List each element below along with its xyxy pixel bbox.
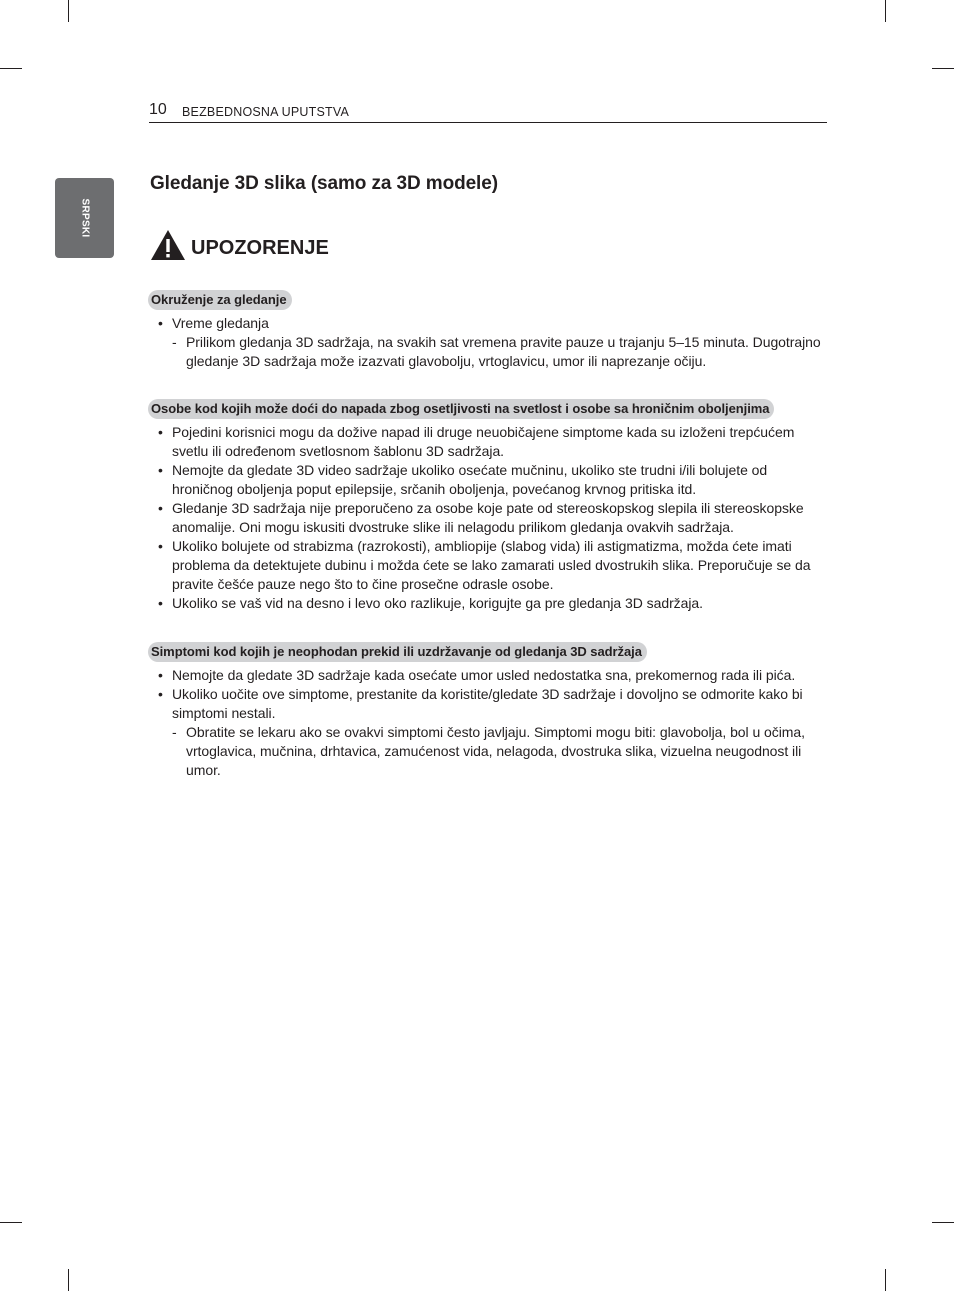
sub-list [172, 723, 827, 780]
list-item-text: Vreme gledanja [172, 315, 269, 331]
bullet-icon: • [158, 500, 163, 516]
sub-list-item-text: Obratite se lekaru ako se ovakvi simptomi često javljaju. Simptomi mogu biti: glavobolja, bol u očima, vrtoglavica, mučnina, drhtavica, zamućenost vida, nelagoda, dvostruka slika, vizuelna neugodnost ili umor. [186, 724, 805, 778]
section-photosensitivity [150, 399, 827, 613]
list-item-text: Ukoliko se vaš vid na desno i levo oko razlikuje, korigujte ga pre gledanja 3D sadržaja. [172, 595, 704, 611]
subsection-heading: Osobe kod kojih može doći do napada zbog osetljivosti na svetlost i osobe sa hroničnim oboljenjima [148, 399, 774, 419]
warning-label: UPOZORENJE [191, 236, 329, 259]
list-item [150, 423, 827, 461]
list-item [150, 594, 827, 613]
subsection-heading: Okruženje za gledanje [148, 290, 292, 310]
sub-list [172, 333, 827, 371]
section-stop-symptoms [150, 642, 827, 780]
crop-mark [932, 1222, 954, 1223]
crop-mark [885, 0, 886, 22]
page-header [149, 100, 827, 123]
list-item-text: Ukoliko uočite ove simptome, prestanite da koristite/gledate 3D sadržaje i dovoljno se odmorite kako bi simptomi nestali. [172, 686, 803, 721]
crop-mark [68, 1269, 69, 1291]
bullet-icon: • [158, 462, 163, 478]
list-item-text: Nemojte da gledate 3D sadržaje kada osećate umor usled nedostatka sna, prekomernog rada ili pića. [172, 667, 796, 683]
page-content [150, 173, 827, 780]
bullet-icon: • [158, 424, 163, 440]
sub-list-item [172, 723, 827, 780]
dash-icon: - [172, 334, 177, 350]
bullet-icon: • [158, 538, 163, 554]
list-item-text: Pojedini korisnici mogu da dožive napad ili druge neuobičajene simptome kada su izloženi trepćućem svetlu ili određenom svetlosnom šablonu 3D sadržaja. [172, 424, 795, 459]
bullet-icon: • [158, 667, 163, 683]
running-title: BEZBEDNOSNA UPUTSTVA [182, 105, 349, 119]
warning-triangle-icon [150, 229, 186, 261]
list-item [150, 499, 827, 537]
list-item-text: Ukoliko bolujete od strabizma (razrokosti), ambliopije (slabog vida) ili astigmatizma, možda ćete imati problema da detektujete dubinu i možda ćete se lako zamarati usled dvostrukih slika. Preporučuje se da pravite češće pauze nego što to čine prosečne odrasle osobe. [172, 538, 811, 592]
list-item-text: Nemojte da gledate 3D video sadržaje ukoliko osećate mučninu, ukoliko ste trudni i/ili bolujete od hroničnog oboljenja poput epilepsije, srčanih oboljenja, povećanog krvnog pritiska itd. [172, 462, 768, 497]
page-number: 10 [149, 101, 167, 118]
dash-icon: - [172, 724, 177, 740]
list-item-text: Gledanje 3D sadržaja nije preporučeno za osobe koje pate od stereoskopskog slepila ili stereoskopske anomalije. Oni mogu iskusiti dvostruke slike ili nelagodu prilikom gledanja ovakvih sadržaja. [172, 500, 804, 535]
list-item [150, 461, 827, 499]
list-item [150, 666, 827, 685]
crop-mark [68, 0, 69, 22]
section-viewing-environment [150, 290, 827, 371]
subsection-heading: Simptomi kod kojih je neophodan prekid ili uzdržavanje od gledanja 3D sadržaja [148, 642, 647, 662]
bullet-icon: • [158, 315, 163, 331]
bullet-icon: • [158, 595, 163, 611]
list-item [150, 685, 827, 780]
list-item [150, 314, 827, 371]
crop-mark [0, 1222, 22, 1223]
warning-heading [150, 229, 827, 261]
list-item [150, 537, 827, 594]
bullet-list [150, 314, 827, 371]
bullet-list [150, 666, 827, 780]
bullet-icon: • [158, 686, 163, 702]
crop-mark [885, 1269, 886, 1291]
language-side-tab [55, 178, 114, 258]
bullet-list [150, 423, 827, 613]
sub-list-item [172, 333, 827, 371]
sub-list-item-text: Prilikom gledanja 3D sadržaja, na svakih sat vremena pravite pauze u trajanju 5–15 minuta. Dugotrajno gledanje 3D sadržaja može izazvati glavobolju, vrtoglavicu, umor ili naprezanje očiju. [186, 334, 821, 369]
crop-mark [0, 68, 22, 69]
section-title: Gledanje 3D slika (samo za 3D modele) [150, 173, 498, 194]
language-label: SRPSKI [79, 198, 90, 238]
crop-mark [932, 68, 954, 69]
